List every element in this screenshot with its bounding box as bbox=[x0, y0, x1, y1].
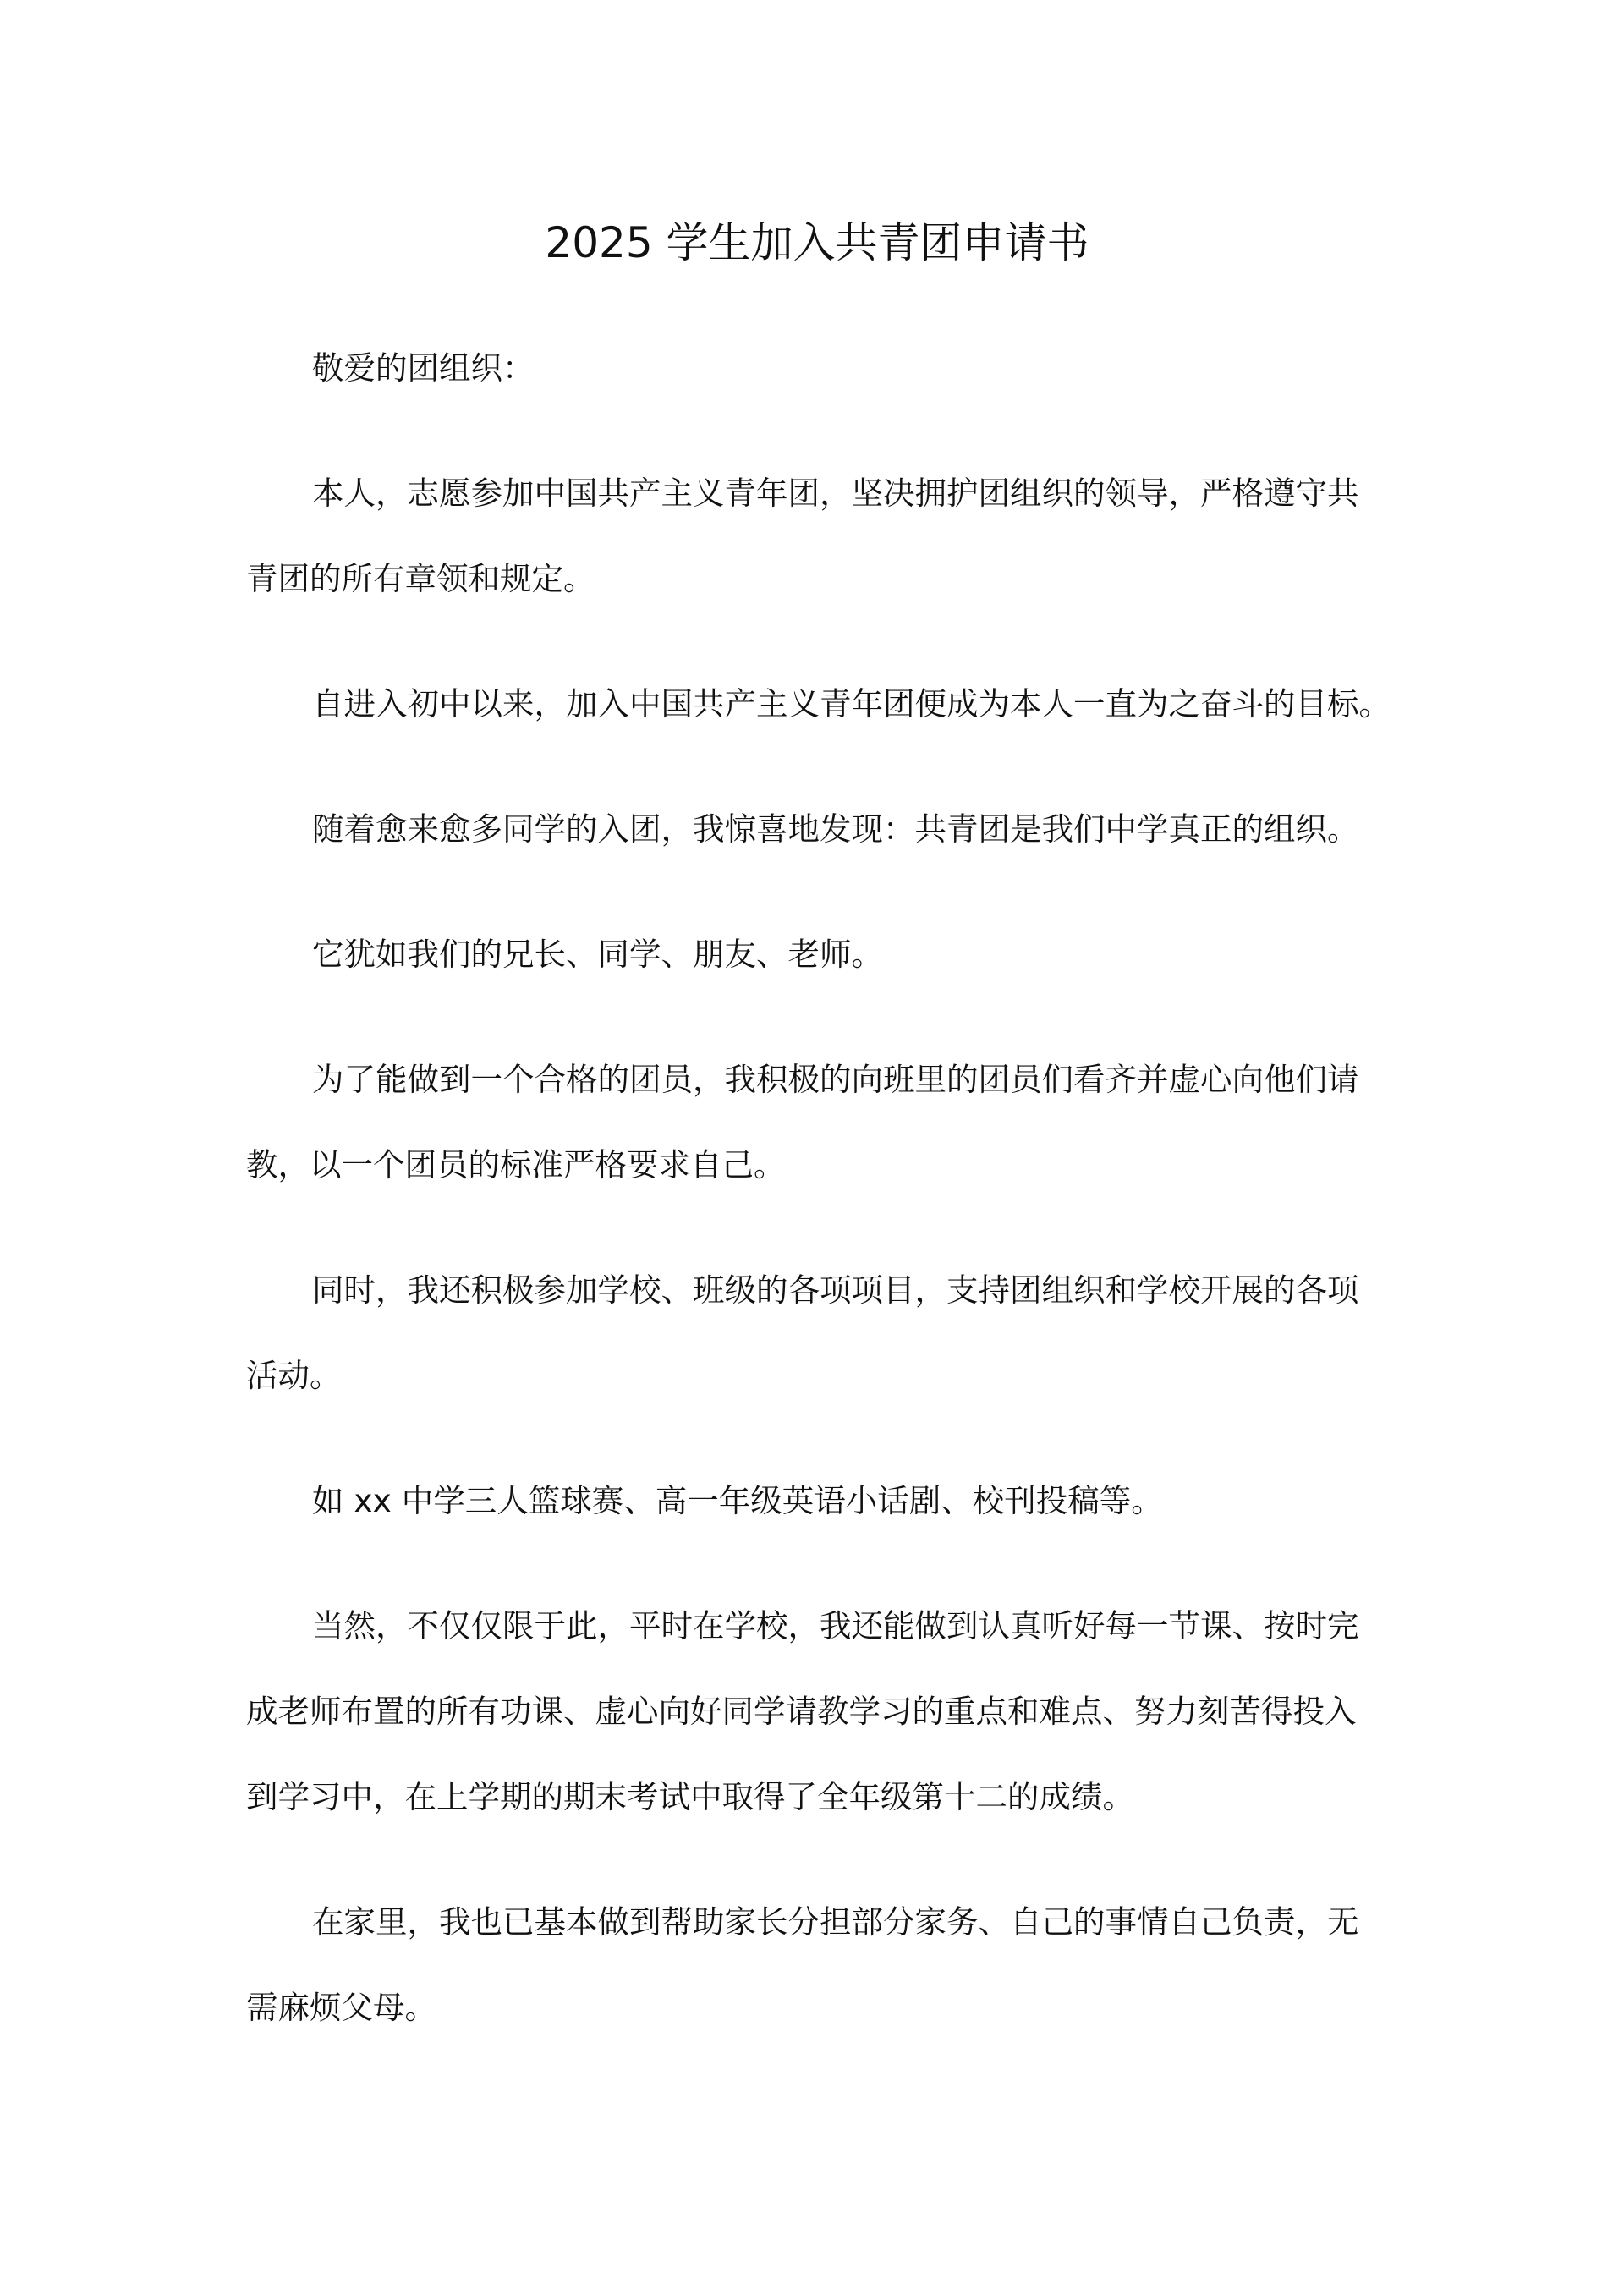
paragraph-line: 需麻烦父母。 bbox=[246, 1989, 436, 2026]
paragraph-line: 它犹如我们的兄长、同学、朋友、老师。 bbox=[312, 936, 883, 973]
paragraph-line: 活动。 bbox=[246, 1357, 342, 1394]
paragraph-line: 本人，志愿参加中国共产主义青年团，坚决拥护团组织的领导，严格遵守共 bbox=[312, 475, 1359, 512]
paragraph bbox=[246, 1584, 1388, 1840]
paragraph-line: 如 xx 中学三人篮球赛、高一年级英语小话剧、校刊投稿等。 bbox=[312, 1482, 1163, 1519]
paragraph-line: 为了能做到一个合格的团员，我积极的向班里的团员们看齐并虚心向他们请 bbox=[312, 1061, 1359, 1098]
paragraph bbox=[246, 787, 1388, 872]
paragraph-line: 在家里，我也已基本做到帮助家长分担部分家务、自己的事情自己负责，无 bbox=[312, 1903, 1359, 1941]
paragraph bbox=[246, 912, 1388, 997]
paragraph bbox=[246, 451, 1388, 622]
paragraph bbox=[246, 1458, 1388, 1544]
paragraph-line: 成老师布置的所有功课、虚心向好同学请教学习的重点和难点、努力刻苦得投入 bbox=[246, 1693, 1357, 1730]
paragraph bbox=[246, 662, 1391, 747]
paragraph-line: 自进入初中以来，加入中国共产主义青年团便成为本人一直为之奋斗的目标。 bbox=[312, 685, 1391, 722]
paragraph-line: 当然，不仅仅限于此，平时在学校，我还能做到认真听好每一节课、按时完 bbox=[312, 1607, 1359, 1644]
document-body bbox=[246, 326, 1391, 2051]
paragraph bbox=[246, 1037, 1388, 1208]
document-page bbox=[246, 200, 1391, 2090]
paragraph bbox=[246, 1248, 1388, 1419]
paragraph-line: 教，以一个团员的标准严格要求自己。 bbox=[246, 1146, 786, 1183]
paragraph-line: 青团的所有章领和规定。 bbox=[246, 560, 595, 597]
paragraph-line: 同时，我还积极参加学校、班级的各项项目，支持团组织和学校开展的各项 bbox=[312, 1271, 1359, 1309]
paragraph bbox=[246, 326, 1388, 411]
paragraph-line: 随着愈来愈多同学的入团，我惊喜地发现：共青团是我们中学真正的组织。 bbox=[312, 810, 1359, 848]
paragraph-line: 到学习中，在上学期的期末考试中取得了全年级第十二的成绩。 bbox=[246, 1778, 1134, 1815]
paragraph-line: 敬爱的团组织： bbox=[312, 349, 535, 387]
document-title: 2025 学生加入共青团申请书 bbox=[545, 218, 1089, 267]
paragraph bbox=[246, 1880, 1388, 2051]
